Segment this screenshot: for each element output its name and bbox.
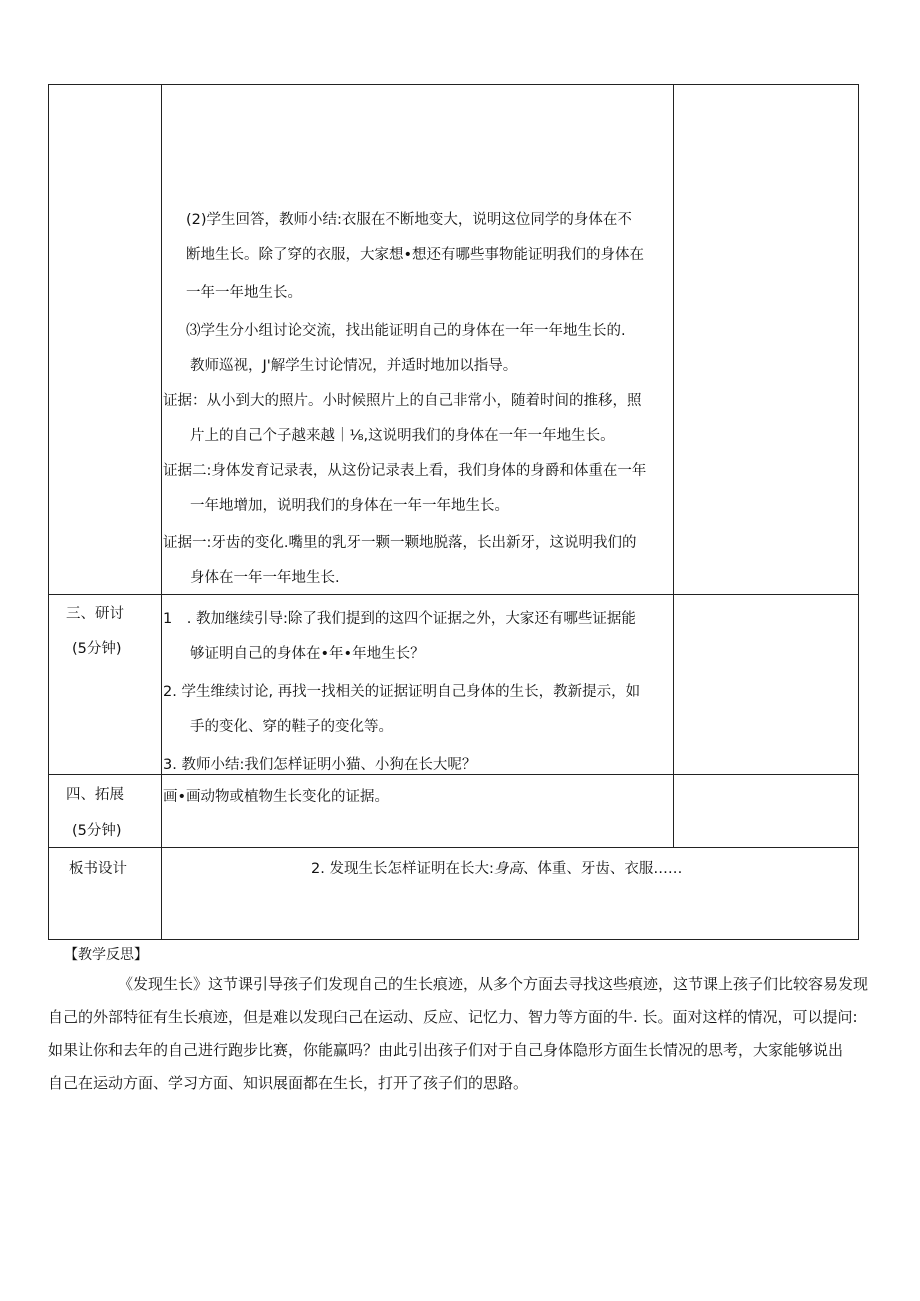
col-divider-2 [673,84,674,847]
content-line: 一年地增加，说明我们的身体在一年一年地生长。 [190,498,509,514]
content-line: ⑶学生分小组讨论交流，找出能证明自己的身体在一年一年地生长的. [186,323,626,339]
content-line: 片上的自己个子越来越｜⅛,这说明我们的身体在一年一年地生长。 [190,428,615,444]
content-line: 证据二:身体发育记录表，从这份记录表上看，我们身体的身爵和体重在一年 [163,463,647,479]
reflection-line: 自己的外部特征有生长痕迹，但是难以发现臼己在运动、反应、记忆力、智力等方面的牛. 长。面对这样的情况，可以提问: [48,1008,858,1026]
reflection-line: 自己在运动方面、学习方面、知识展面都在生长，打开了孩子们的思路。 [48,1074,529,1092]
content-line: 断地生长。除了穿的衣服，大家想•想还有哪些事物能证明我们的身体在 [186,247,645,263]
row-divider-1 [48,594,859,595]
board-label: 板书设计 [69,861,127,877]
content-line: 身体在一年一年地生长. [190,570,340,586]
table-border-right [858,84,859,940]
research-line: 2. 学生维续讨论, 再找一找相关的证据证明自己身体的生长，教新提示，如 [163,684,641,700]
research-label: 三、研讨 [66,606,124,622]
content-line: (2)学生回答，教师小结:衣服在不断地变大，说明这位同学的身体在不 [186,212,632,228]
research-line: 3. 教师小结:我们怎样证明小猫、小狗在长大呢？ [163,757,477,773]
extension-label: 四、拓展 [66,787,124,803]
reflection-line: 如果让你和去年的自己进行跑步比赛，你能赢吗？由此引出孩子们对于自己身体隐形方面生长情况的思考，大家能够说出 [48,1041,844,1059]
content-line: 证据一:牙齿的变化.嘴里的乳牙一颗一颗地脱落，长出新牙，这说明我们的 [163,535,637,551]
research-line: 1 . 教加继续引导:除了我们提到的这四个证据之外，大家还有哪些证据能 [163,611,636,627]
reflection-line: 《发现生长》这节课引导孩子们发现自己的生长痕迹，从多个方面去寻找这些痕迹，这节课上孩子们比较容易发现 [118,975,869,993]
research-line: 手的变化、穿的鞋子的变化等。 [190,719,393,735]
research-time: (5分钟) [72,641,122,657]
board-content-rest: 、体重、牙齿、衣服…… [522,861,683,877]
extension-time: (5分钟) [72,823,122,839]
table-border-left [48,84,49,940]
board-content-italic: 身高 [493,861,523,877]
row-divider-3 [48,847,859,848]
table-border-bottom [48,939,859,940]
research-line: 够证明自己的身体在•年•年地生长？ [190,646,425,662]
extension-content: 画•画动物或植物生长变化的证据。 [163,789,390,805]
board-content-main: 2. 发现生长怎样证明在长大: [311,861,494,877]
table-border-top [48,84,859,85]
reflection-title: 【教学反思】 [64,947,148,963]
col-divider-1 [161,84,162,940]
content-line: 一年一年地生长。 [186,285,302,301]
reflection-paragraph [48,968,869,1100]
row-divider-2 [48,774,859,775]
content-line: 证据：从小到大的照片。小时候照片上的自己非常小，随着时间的推移，照 [163,393,642,409]
content-line: 教师巡视，J'解学生讨论情况，并适时地加以指导。 [190,358,518,374]
board-content [311,860,682,878]
